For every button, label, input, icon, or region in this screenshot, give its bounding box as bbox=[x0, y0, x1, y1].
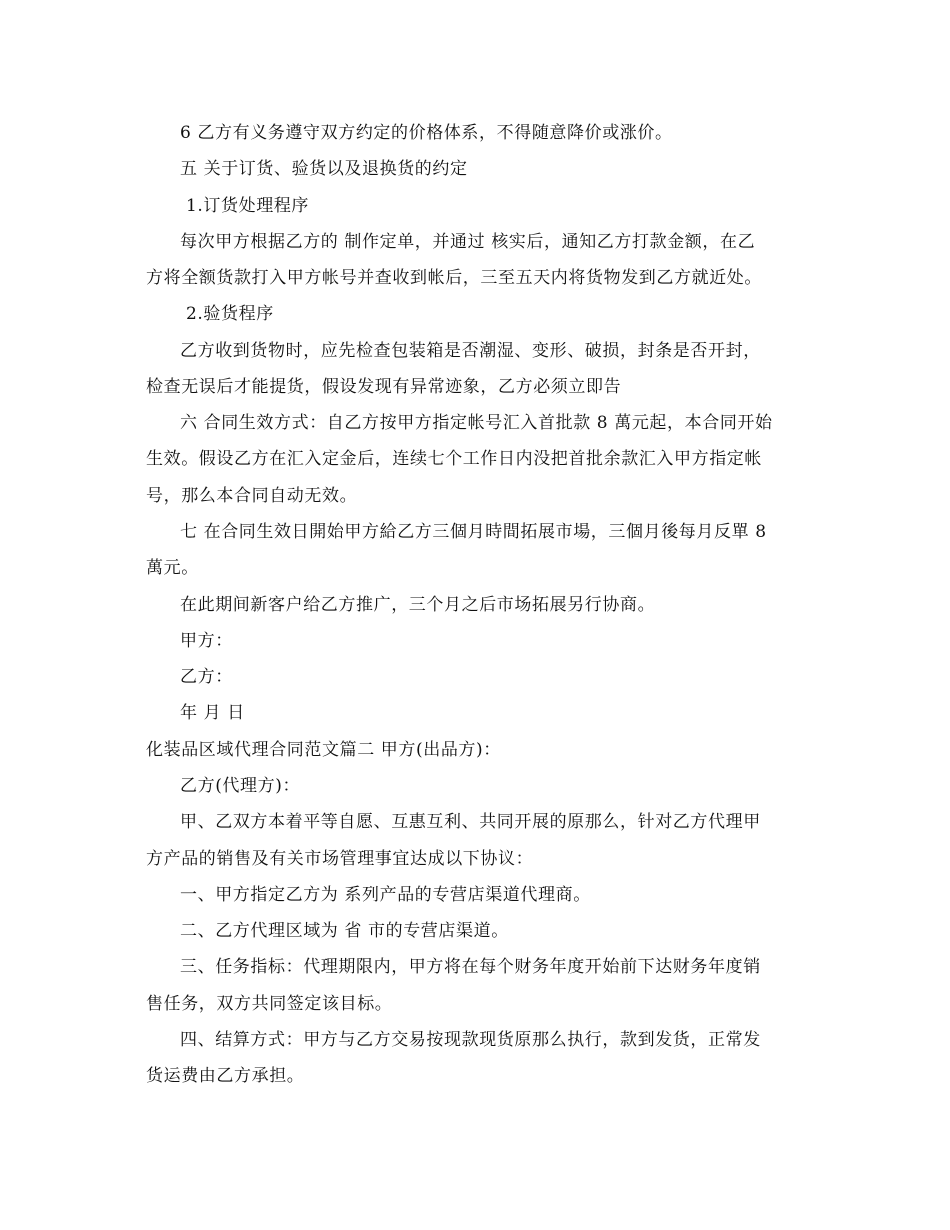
text-line: 在此期间新客户给乙方推广，三个月之后市场拓展另行协商。 bbox=[180, 595, 656, 615]
clause-line: 四、结算方式：甲方与乙方交易按现款现货原那么执行，款到发货，正常发 bbox=[180, 1030, 761, 1050]
text-line: 检查无误后才能提货，假设发现有异常迹象，乙方必须立即告 bbox=[146, 377, 622, 397]
text-line: 生效。假设乙方在汇入定金后，连续七个工作日内没把首批余款汇入甲方指定帐 bbox=[146, 449, 762, 469]
subsection-heading: 2.验货程序 bbox=[186, 304, 274, 324]
text-line: 方产品的销售及有关市场管理事宜达成以下协议： bbox=[146, 849, 534, 869]
clause-line: 一、甲方指定乙方为 系列产品的专营店渠道代理商。 bbox=[180, 885, 591, 905]
date-line: 年 月 日 bbox=[180, 703, 245, 723]
text-line: 售任务，双方共同签定该目标。 bbox=[146, 994, 393, 1014]
text-line: 每次甲方根据乙方的 制作定单，并通过 核实后，通知乙方打款金额，在乙 bbox=[180, 232, 756, 252]
text-line: 乙方收到货物时，应先检查包装箱是否潮湿、变形、破损，封条是否开封， bbox=[180, 341, 761, 361]
text-line: 号，那么本合同自动无效。 bbox=[146, 486, 358, 506]
section-heading: 五 关于订货、验货以及退换货的约定 bbox=[180, 159, 468, 179]
clause-line: 二、乙方代理区域为 省 市的专营店渠道。 bbox=[180, 921, 509, 941]
text-line: 6 乙方有义务遵守双方约定的价格体系，不得随意降价或涨价。 bbox=[180, 123, 673, 143]
section-heading: 六 合同生效方式：自乙方按甲方指定帐号汇入首批款 8 萬元起，本合同开始 bbox=[180, 413, 773, 433]
text-line: 方将全额货款打入甲方帐号并查收到帐后，三至五天内将货物发到乙方就近处。 bbox=[146, 268, 762, 288]
party-a-signature-label: 甲方： bbox=[180, 631, 233, 651]
text-line: 货运费由乙方承担。 bbox=[146, 1066, 305, 1086]
contract-title: 化装品区域代理合同范文篇二 甲方(出品方)： bbox=[146, 740, 501, 760]
clause-line: 三、任务指标：代理期限内，甲方将在每个财务年度开始前下达财务年度销 bbox=[180, 957, 761, 977]
party-b-signature-label: 乙方： bbox=[180, 667, 233, 687]
party-b-label: 乙方(代理方)： bbox=[180, 776, 301, 796]
section-heading: 七 在合同生效日開始甲方給乙方三個月時間拓展市場，三個月後每月反單 8 bbox=[180, 522, 767, 542]
text-line: 萬元。 bbox=[146, 558, 199, 578]
subsection-heading: 1.订货处理程序 bbox=[186, 196, 310, 216]
text-line: 甲、乙双方本着平等自愿、互惠互利、共同开展的原那么，针对乙方代理甲 bbox=[180, 812, 761, 832]
